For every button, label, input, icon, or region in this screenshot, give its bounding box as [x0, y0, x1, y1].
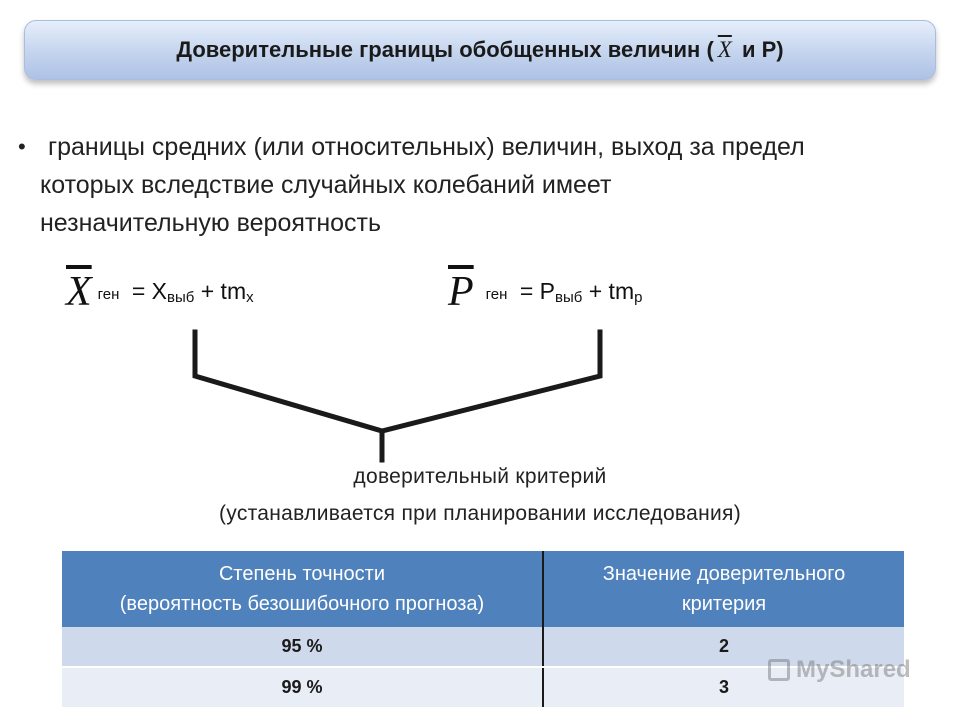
p-bar-symbol: $\overline{P}$ — [448, 269, 474, 315]
formula-prop-plus: + tm — [582, 278, 635, 304]
watermark-text: MyShared — [796, 656, 911, 683]
formula-mean-plus: + tm — [194, 278, 247, 304]
title-x-bar-symbol: $\overline{X}$ — [717, 37, 732, 62]
header-criterion-line1: Значение доверительного — [602, 563, 846, 585]
x-bar-symbol: $\overline{X}$ — [66, 269, 92, 315]
formula-prop-sub-p: p — [634, 289, 643, 306]
header-criterion — [543, 551, 904, 627]
header-accuracy-line1: Степень точности — [218, 563, 385, 585]
formula-mean-eq: = X — [125, 278, 167, 304]
brace-icon — [195, 332, 600, 431]
table-header-row — [62, 551, 904, 627]
header-accuracy — [62, 551, 543, 627]
formula-prop-sub-vyb: выб — [555, 289, 583, 306]
formula-prop-gen: ген — [485, 286, 508, 303]
bullet-line-2: которых вследствие случайных колебаний имеет — [40, 171, 612, 199]
cell-probability: 95 % — [62, 627, 543, 667]
bullet-icon: • — [18, 134, 26, 159]
watermark-logo-icon — [768, 659, 790, 681]
bullet-line-1: границы средних (или относительных) величин, выход за предел — [48, 133, 805, 161]
formula-mean-sub-vyb: выб — [167, 289, 195, 306]
header-criterion-line2: критерия — [681, 593, 767, 615]
title-text-after: и Р) — [735, 37, 784, 62]
title-text-before: Доверительные границы обобщенных величин ( — [176, 37, 714, 62]
bullet-line-3: незначительную вероятность — [40, 209, 382, 237]
criterion-note: (устанавливается при планировании исследования) — [218, 502, 742, 525]
formula-mean-gen: ген — [97, 286, 120, 303]
watermark — [768, 656, 911, 684]
criterion-label: доверительный критерий — [353, 465, 607, 488]
formula-mean-sub-x: x — [246, 289, 254, 306]
cell-criterion: 3 — [543, 667, 904, 707]
header-accuracy-line2: (вероятность безошибочного прогноза) — [119, 593, 485, 615]
cell-probability: 99 % — [62, 667, 543, 707]
cell-criterion: 2 — [543, 627, 904, 667]
formula-prop-eq: = Р — [513, 278, 555, 304]
